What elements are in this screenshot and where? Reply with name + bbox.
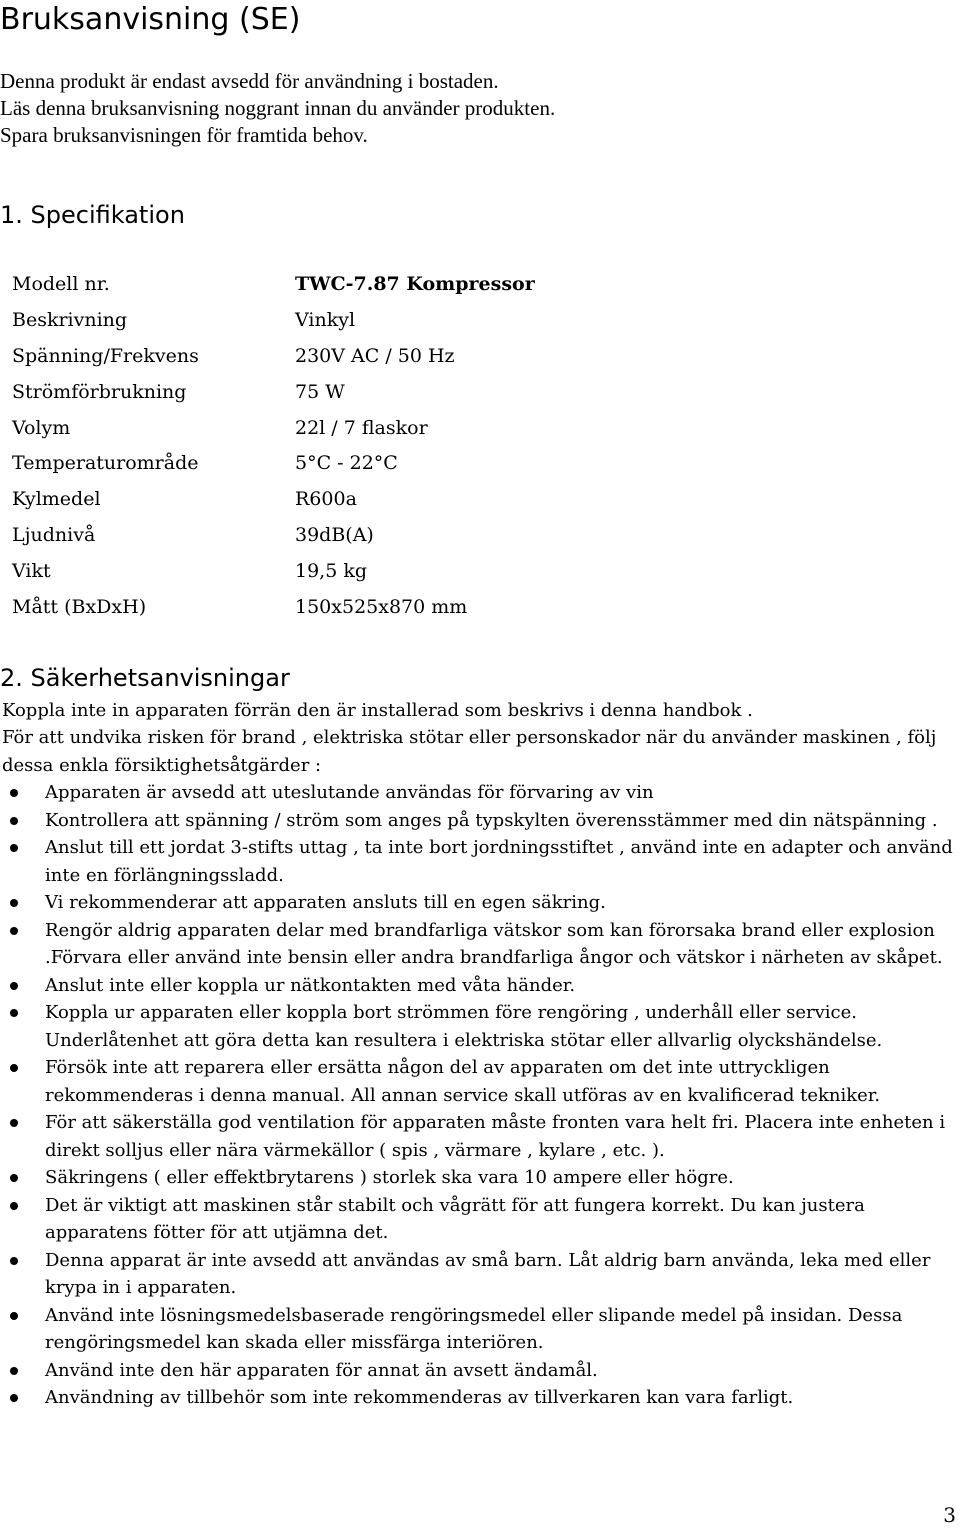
- spec-row: [12, 481, 612, 517]
- intro-line: Denna produkt är endast avsedd för användning i bostaden.: [0, 69, 499, 93]
- page-title: Bruksanvisning (SE): [0, 2, 301, 37]
- list-item: [0, 779, 955, 807]
- list-item: [0, 1054, 955, 1109]
- spec-row: [12, 553, 612, 589]
- spec-value: 22l / 7 flaskor: [295, 416, 428, 439]
- list-item: [0, 1192, 955, 1247]
- spec-value: Vinkyl: [295, 308, 356, 331]
- list-item: [0, 889, 955, 917]
- list-item-text: Använd inte lösningsmedelsbaserade rengöringsmedel eller slipande medel på insidan. Dessa rengöringsmedel kan skada eller missfärga interiören.: [45, 1304, 903, 1353]
- bullet-icon: [10, 927, 18, 935]
- bullet-icon: [10, 899, 18, 907]
- list-item-text: Använd inte den här apparaten för annat än avsett ändamål.: [45, 1359, 598, 1381]
- bullet-icon: [10, 1367, 18, 1375]
- spec-value: 5°C - 22°C: [295, 452, 398, 475]
- spec-row: [12, 410, 612, 446]
- spec-label: Volym: [12, 416, 71, 439]
- spec-value: 150x525x870 mm: [295, 595, 468, 618]
- spec-value: TWC-7.87 Kompressor: [295, 272, 535, 295]
- section-heading-specification: 1. Specifikation: [0, 201, 185, 229]
- safety-paragraph: För att undvika risken för brand , elektriska stötar eller personskador när du använder maskinen , följ dessa enkla försiktighetsåtgärder :: [2, 727, 937, 776]
- list-item-text: Säkringens ( eller effektbrytarens ) storlek ska vara 10 ampere eller högre.: [45, 1167, 734, 1188]
- list-item: [0, 1164, 955, 1192]
- list-item-text: Koppla ur apparaten eller koppla bort strömmen före rengöring , underhåll eller service. Underlåtenhet att göra detta kan resultera i elektriska stötar eller allvarlig olyckshändelse.: [45, 1002, 883, 1051]
- spec-value: 230V AC / 50 Hz: [295, 344, 455, 367]
- list-item: [0, 917, 955, 972]
- spec-label: Modell nr.: [12, 272, 110, 295]
- list-item: [0, 1384, 955, 1412]
- spec-label: Ljudnivå: [12, 524, 96, 547]
- list-item: [0, 807, 955, 835]
- spec-label: Temperaturområde: [12, 452, 199, 475]
- spec-label: Mått (BxDxH): [12, 595, 147, 618]
- bullet-icon: [10, 1009, 18, 1017]
- spec-value: R600a: [295, 488, 357, 511]
- list-item: [0, 834, 955, 889]
- list-item: [0, 1109, 955, 1164]
- spec-row: [12, 374, 612, 410]
- spec-label: Spänning/Frekvens: [12, 344, 199, 367]
- specification-table: [12, 266, 612, 625]
- spec-row: [12, 266, 612, 302]
- list-item-text: För att säkerställa god ventilation för apparaten måste fronten vara helt fri. Placera inte enheten i direkt solljus eller nära värmekällor ( spis , värmare , kylare , etc. ).: [45, 1112, 946, 1161]
- list-item-text: Användning av tillbehör som inte rekommenderas av tillverkaren kan vara farligt.: [45, 1387, 794, 1408]
- list-item-text: Anslut till ett jordat 3-stifts uttag , ta inte bort jordningsstiftet , använd inte en adapter och använd inte en förlängningssladd.: [45, 837, 953, 886]
- list-item-text: Kontrollera att spänning / ström som anges på typskylten överensstämmer med din nätspänning .: [45, 809, 938, 831]
- list-item: [0, 1247, 955, 1302]
- list-item-text: Försök inte att reparera eller ersätta någon del av apparaten om det inte uttryckligen rekommenderas i denna manual. All annan service skall utföras av en kvalificerad tekniker.: [45, 1057, 881, 1106]
- bullet-icon: [10, 817, 18, 825]
- list-item-text: Apparaten är avsedd att uteslutande användas för förvaring av vin: [45, 782, 654, 803]
- bullet-icon: [10, 1119, 18, 1127]
- bullet-icon: [10, 1257, 18, 1265]
- list-item: [0, 1357, 955, 1385]
- spec-row: [12, 445, 612, 481]
- spec-label: Kylmedel: [12, 488, 101, 511]
- list-item: [0, 1302, 955, 1357]
- list-item-text: Det är viktigt att maskinen står stabilt och vågrätt för att fungera korrekt. Du kan justera apparatens fötter för att utjämna det.: [45, 1194, 865, 1243]
- intro-line: Läs denna bruksanvisning noggrant innan du använder produkten.: [0, 96, 556, 120]
- spec-value: 39dB(A): [295, 524, 374, 547]
- bullet-icon: [10, 1394, 18, 1402]
- list-item-text: Rengör aldrig apparaten delar med brandfarliga vätskor som kan förorsaka brand eller explosion .Förvara eller använd inte bensin eller andra brandfarliga ångor och vätskor i närheten av skåpet.: [45, 919, 943, 968]
- spec-value: 75 W: [295, 380, 345, 403]
- page-number: 3: [943, 1503, 956, 1527]
- list-item-text: Vi rekommenderar att apparaten ansluts till en egen säkring.: [45, 892, 606, 913]
- list-item: [0, 972, 955, 1000]
- spec-row: [12, 302, 612, 338]
- section-heading-safety: 2. Säkerhetsanvisningar: [0, 664, 290, 692]
- list-item-text: Anslut inte eller koppla ur nätkontakten med våta händer.: [45, 974, 576, 996]
- bullet-icon: [10, 1174, 18, 1182]
- spec-label: Strömförbrukning: [12, 380, 187, 403]
- bullet-icon: [10, 844, 18, 852]
- safety-bullet-list: [0, 779, 955, 1412]
- spec-row: [12, 338, 612, 374]
- intro-line: Spara bruksanvisningen för framtida behov.: [0, 123, 368, 147]
- spec-value: 19,5 kg: [295, 560, 368, 583]
- intro-text: [0, 68, 555, 149]
- spec-row: [12, 589, 612, 625]
- list-item-text: Denna apparat är inte avsedd att användas av små barn. Låt aldrig barn använda, leka med eller krypa in i apparaten.: [45, 1249, 931, 1298]
- spec-label: Vikt: [12, 560, 51, 583]
- safety-paragraph: Koppla inte in apparaten förrän den är installerad som beskrivs i denna handbok .: [2, 700, 753, 721]
- bullet-icon: [10, 1064, 18, 1072]
- bullet-icon: [10, 789, 18, 797]
- spec-row: [12, 517, 612, 553]
- spec-label: Beskrivning: [12, 308, 128, 331]
- list-item: [0, 999, 955, 1054]
- bullet-icon: [10, 982, 18, 990]
- bullet-icon: [10, 1312, 18, 1320]
- bullet-icon: [10, 1202, 18, 1210]
